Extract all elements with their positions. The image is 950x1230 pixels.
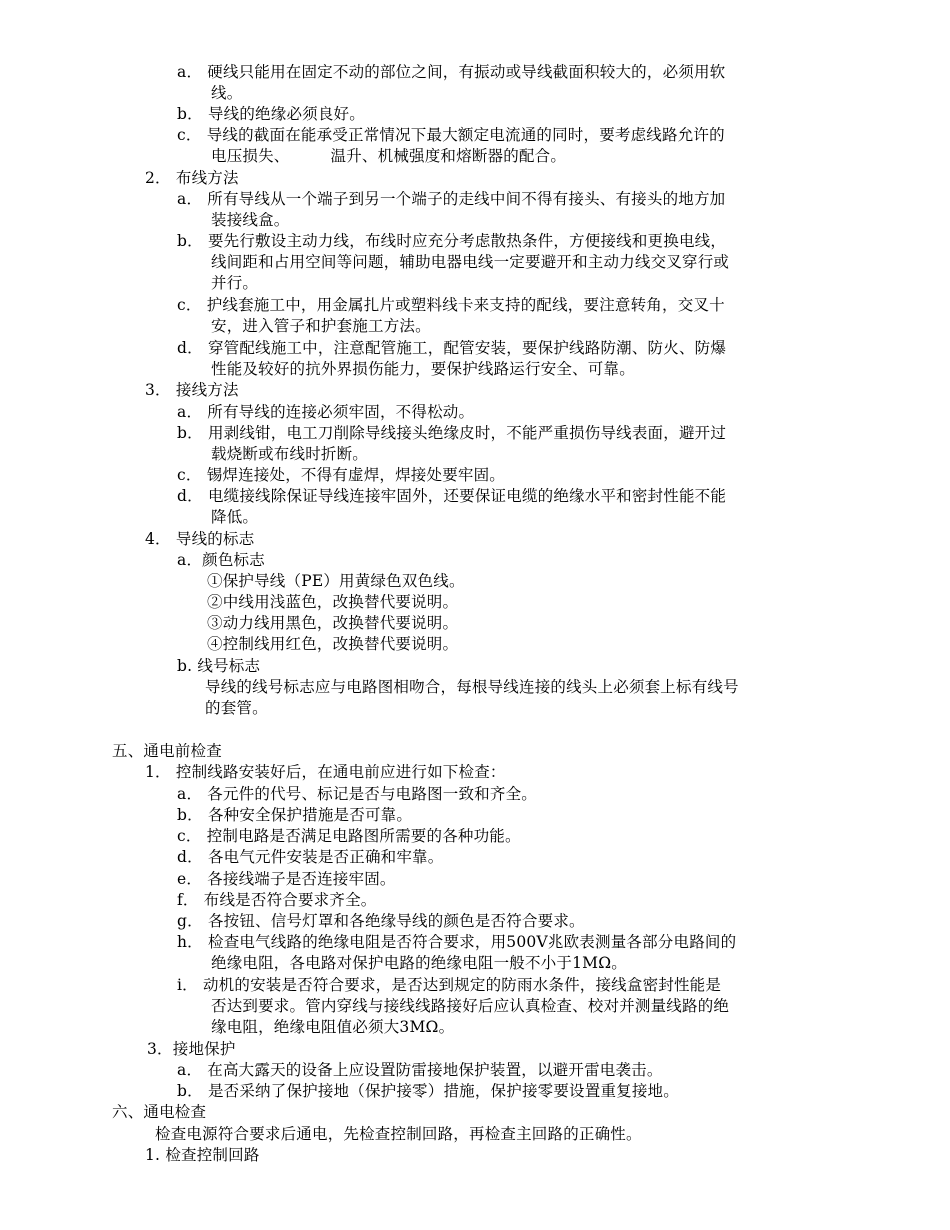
numbered-item-3: 3．接地保护 xyxy=(147,1040,236,1058)
section-heading-wiring-method: 2． 布线方法 xyxy=(145,169,239,187)
list-item-c: c． 控制电路是否满足电路图所需要的各种功能。 xyxy=(177,827,521,845)
list-item-d: d． 电缆接线除保证导线连接牢固外，还要保证电缆的绝缘水平和密封性能不能 xyxy=(177,487,727,505)
list-item-d: d． 各电气元件安装是否正确和牢靠。 xyxy=(177,848,444,866)
list-item-d: d． 穿管配线施工中，注意配管施工，配管安装，要保护线路防潮、防火、防爆 xyxy=(177,339,727,357)
paragraph: 导线的线号标志应与电路图相吻合，每根导线连接的线头上必须套上标有线号 xyxy=(205,678,739,696)
numbered-item-1: 1. 检查控制回路 xyxy=(145,1146,260,1164)
list-item-c: c． 护线套施工中，用金属扎片或塑料线卡来支持的配线，要注意转角，交叉十 xyxy=(177,296,725,314)
list-item-a: a． 所有导线从一个端子到另一个端子的走线中间不得有接头、有接头的地方加 xyxy=(177,190,726,208)
list-item-a: a． 各元件的代号、标记是否与电路图一致和齐全。 xyxy=(177,785,537,803)
numbered-item-1: 1． 控制线路安装好后，在通电前应进行如下检查： xyxy=(145,763,506,781)
list-item-continuation: 缘电阻，绝缘电阻值必须大3MΩ。 xyxy=(211,1018,455,1036)
list-item-continuation: 线。 xyxy=(211,84,243,102)
list-item-b: b． 要先行敷设主动力线，布线时应充分考虑散热条件，方便接线和更换电线， xyxy=(177,232,727,250)
chapter-heading-power-check: 六、通电检查 xyxy=(112,1103,207,1121)
list-item-continuation: 线间距和占用空间等问题，辅助电器电线一定要避开和主动力线交叉穿行或 xyxy=(211,253,730,271)
list-item-b: b． 是否采纳了保护接地（保护接零）措施，保护接零要设置重复接地。 xyxy=(177,1082,679,1100)
list-item-a: a． 在高大露天的设备上应设置防雷接地保护装置，以避开雷电袭击。 xyxy=(177,1061,663,1079)
list-item-g: g． 各按钮、信号灯罩和各绝缘导线的颜色是否符合要求。 xyxy=(177,912,585,930)
list-item-continuation: 电压损失、 温升、机械强度和熔断器的配合。 xyxy=(211,147,567,165)
list-item-c: c． 锡焊连接处，不得有虚焊，焊接处要牢固。 xyxy=(177,466,506,484)
section-heading-connection-method: 3． 接线方法 xyxy=(145,381,239,399)
list-item-c: c． 导线的截面在能承受正常情况下最大额定电流通的同时，要考虑线路允许的 xyxy=(177,126,725,144)
color-rule-3: ③动力线用黑色，改换替代要说明。 xyxy=(207,614,459,632)
list-item-number-marking: b. 线号标志 xyxy=(177,657,261,675)
list-item-continuation: 绝缘电阻，各电路对保护电路的绝缘电阻一般不小于1MΩ。 xyxy=(211,954,627,972)
list-item-i: i． 动机的安装是否符合要求，是否达到规定的防雨水条件，接线盒密封性能是 xyxy=(177,976,722,994)
list-item-b: b． 用剥线钳，电工刀削除导线接头绝缘皮时，不能严重损伤导线表面，避开过 xyxy=(177,424,727,442)
paragraph-continuation: 的套管。 xyxy=(205,699,268,717)
list-item-h: h． 检查电气线路的绝缘电阻是否符合要求，用500V兆欧表测量各部分电路间的 xyxy=(177,933,737,951)
list-item-continuation: 安，进入管子和护套施工方法。 xyxy=(211,317,431,335)
list-item-continuation: 性能及较好的抗外界损伤能力，要保护线路运行安全、可靠。 xyxy=(211,360,635,378)
list-item-continuation: 并行。 xyxy=(211,274,259,292)
list-item-continuation: 载烧断或布线时折断。 xyxy=(211,445,369,463)
color-rule-1: ①保护导线（PE）用黄绿色双色线。 xyxy=(207,572,465,590)
list-item-color-marking: a．颜色标志 xyxy=(177,551,265,569)
list-item-b: b． 导线的绝缘必须良好。 xyxy=(177,105,365,123)
paragraph: 检查电源符合要求后通电，先检查控制回路，再检查主回路的正确性。 xyxy=(155,1125,642,1143)
list-item-e: e． 各接线端子是否连接牢固。 xyxy=(177,870,396,888)
list-item-b: b． 各种安全保护措施是否可靠。 xyxy=(177,806,413,824)
list-item-continuation: 降低。 xyxy=(211,508,259,526)
list-item-a: a． 硬线只能用在固定不动的部位之间，有振动或导线截面积较大的，必须用软 xyxy=(177,63,726,81)
list-item-continuation: 否达到要求。管内穿线与接线线路接好后应认真检查、校对并测量线路的绝 xyxy=(211,997,730,1015)
list-item-continuation: 装接线盒。 xyxy=(211,211,290,229)
section-heading-wire-marking: 4． 导线的标志 xyxy=(145,530,255,548)
color-rule-2: ②中线用浅蓝色，改换替代要说明。 xyxy=(207,593,459,611)
list-item-a: a． 所有导线的连接必须牢固，不得松动。 xyxy=(177,403,475,421)
list-item-f: f． 布线是否符合要求齐全。 xyxy=(177,891,377,909)
color-rule-4: ④控制线用红色，改换替代要说明。 xyxy=(207,635,459,653)
chapter-heading-pre-power-check: 五、通电前检查 xyxy=(112,742,222,760)
